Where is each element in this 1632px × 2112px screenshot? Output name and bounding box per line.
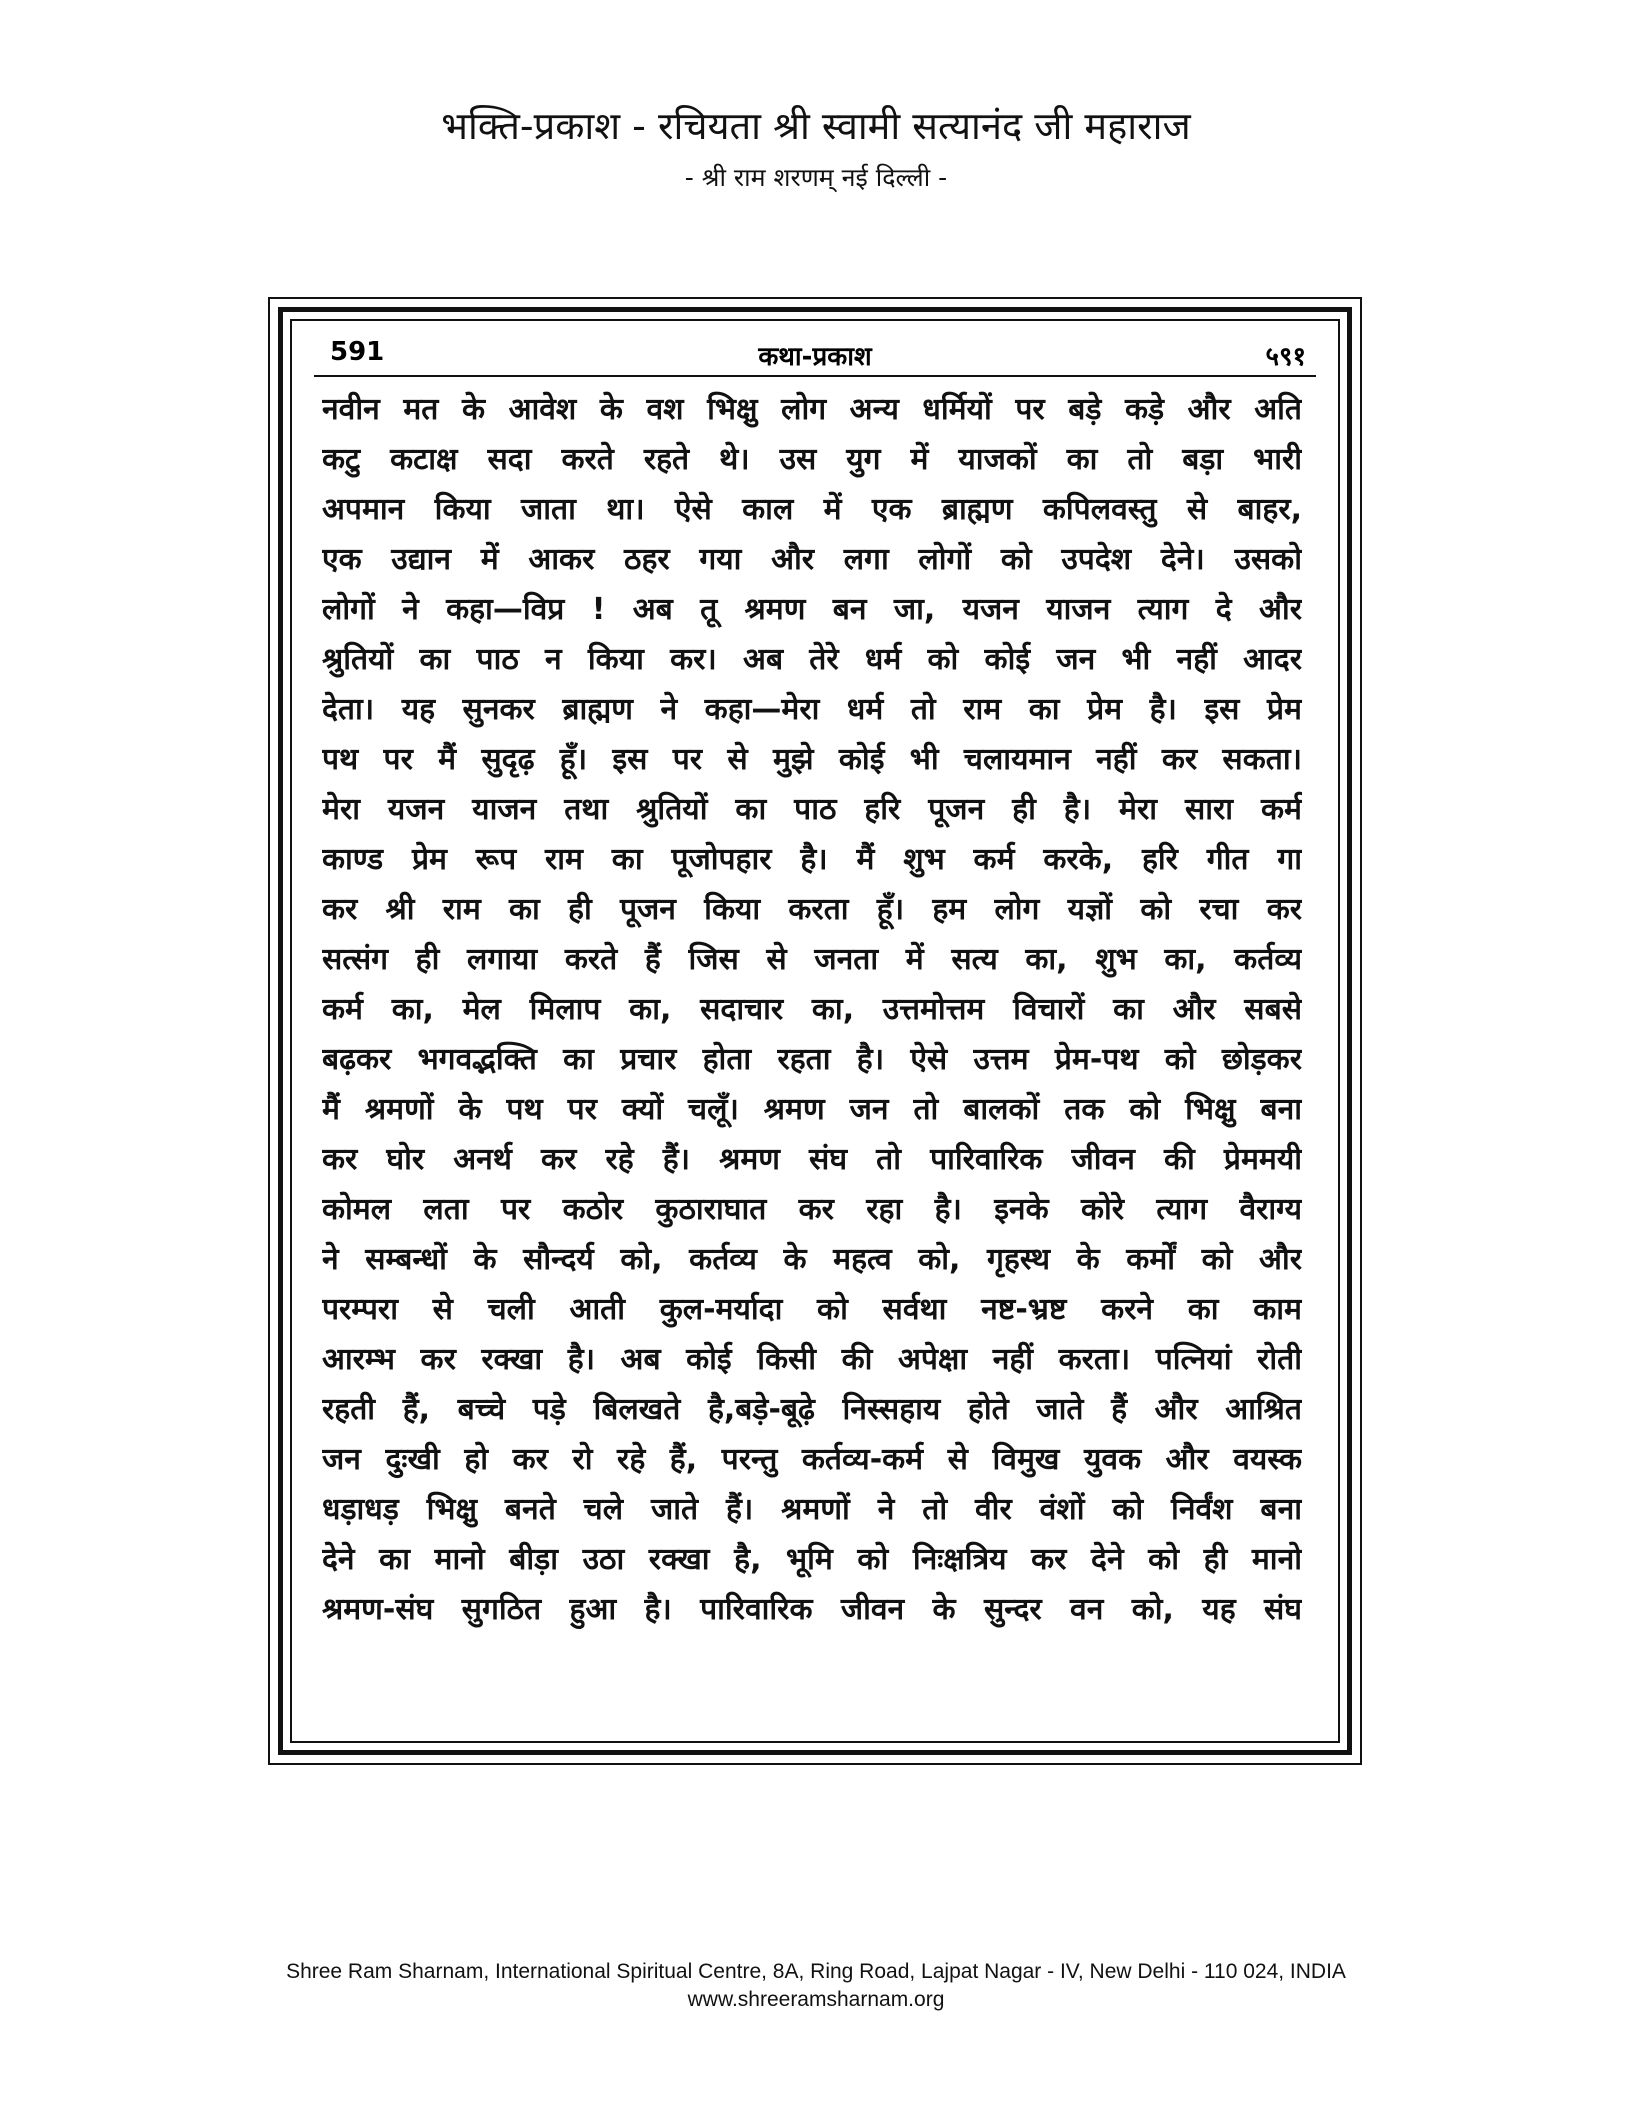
text-line: परम्परा से चली आती कुल-मर्यादा को सर्वथा नष्ट-भ्रष्ट करने का काम	[322, 1292, 1302, 1327]
text-line: आरम्भ कर रक्खा है। अब कोई किसी की अपेक्षा नहीं करता। पत्नियां रोती	[322, 1342, 1302, 1377]
page-frame-inner-border	[290, 319, 1340, 1743]
text-line: काण्ड प्रेम रूप राम का पूजोपहार है। मैं शुभ कर्म करके, हरि गीत गा	[322, 842, 1302, 877]
book-title: भक्ति-प्रकाश - रचियता श्री स्वामी सत्यानंद जी महाराज	[441, 104, 1191, 148]
text-line: पथ पर मैं सुदृढ़ हूँ। इस पर से मुझे कोई भी चलायमान नहीं कर सकता।	[322, 742, 1302, 777]
text-line: ने सम्बन्धों के सौन्दर्य को, कर्तव्य के महत्व को, गृहस्थ के कर्मों को और	[322, 1242, 1302, 1277]
page-frame	[268, 297, 1362, 1765]
footer-address: Shree Ram Sharnam, International Spiritual Centre, 8A, Ring Road, Lajpat Nagar - IV, New Delhi - 110 024, INDIA	[286, 1960, 1346, 1983]
running-head	[314, 331, 1316, 377]
text-line: कर्म का, मेल मिलाप का, सदाचार का, उत्तमोत्तम विचारों का और सबसे	[322, 992, 1302, 1027]
page-number-arabic: 591	[330, 337, 385, 367]
text-line: कोमल लता पर कठोर कुठाराघात कर रहा है। इनके कोरे त्याग वैराग्य	[322, 1192, 1302, 1227]
book-subtitle: - श्री राम शरणम् नई दिल्ली -	[684, 163, 948, 192]
text-line: सत्संग ही लगाया करते हैं जिस से जनता में सत्य का, शुभ का, कर्तव्य	[322, 942, 1302, 977]
text-line: धड़ाधड़ भिक्षु बनते चले जाते हैं। श्रमणों ने तो वीर वंशों को निर्वंश बना	[322, 1492, 1302, 1527]
text-line: श्रुतियों का पाठ न किया कर। अब तेरे धर्म को कोई जन भी नहीं आदर	[322, 642, 1302, 677]
text-line: जन दुःखी हो कर रो रहे हैं, परन्तु कर्तव्य-कर्म से विमुख युवक और वयस्क	[322, 1442, 1302, 1477]
page-header	[0, 100, 1632, 198]
page-footer	[0, 1958, 1632, 2014]
text-line: बढ़कर भगवद्भक्ति का प्रचार होता रहता है। ऐसे उत्तम प्रेम-पथ को छोड़कर	[322, 1042, 1302, 1077]
text-line: नवीन मत के आवेश के वश भिक्षु लोग अन्य धर्मियों पर बड़े कड़े और अति	[322, 392, 1302, 427]
footer-website: www.shreeramsharnam.org	[687, 1988, 945, 2011]
page-frame-border	[278, 307, 1352, 1755]
text-line: देता। यह सुनकर ब्राह्मण ने कहा—मेरा धर्म तो राम का प्रेम है। इस प्रेम	[322, 692, 1302, 727]
text-line: श्रमण-संघ सुगठित हुआ है। पारिवारिक जीवन के सुन्दर वन को, यह संघ	[322, 1592, 1302, 1627]
text-line: कर घोर अनर्थ कर रहे हैं। श्रमण संघ तो पारिवारिक जीवन की प्रेममयी	[322, 1142, 1302, 1177]
text-line: लोगों ने कहा—विप्र ! अब तू श्रमण बन जा, यजन याजन त्याग दे और	[322, 592, 1302, 627]
text-line: मैं श्रमणों के पथ पर क्यों चलूँ। श्रमण जन तो बालकों तक को भिक्षु बना	[322, 1092, 1302, 1127]
text-line: कटु कटाक्ष सदा करते रहते थे। उस युग में याजकों का तो बड़ा भारी	[322, 442, 1302, 477]
text-line: मेरा यजन याजन तथा श्रुतियों का पाठ हरि पूजन ही है। मेरा सारा कर्म	[322, 792, 1302, 827]
text-line: कर श्री राम का ही पूजन किया करता हूँ। हम लोग यज्ञों को रचा कर	[322, 892, 1302, 927]
page-number-devanagari: ५९१	[1265, 342, 1306, 372]
section-title: कथा-प्रकाश	[758, 342, 872, 372]
text-line: रहती हैं, बच्चे पड़े बिलखते है,बड़े-बूढ़े निस्सहाय होते जाते हैं और आश्रित	[322, 1392, 1302, 1427]
text-line: एक उद्यान में आकर ठहर गया और लगा लोगों को उपदेश देने। उसको	[322, 542, 1302, 577]
body-text	[322, 385, 1302, 1635]
text-line: देने का मानो बीड़ा उठा रक्खा है, भूमि को निःक्षत्रिय कर देने को ही मानो	[322, 1542, 1302, 1577]
text-line: अपमान किया जाता था। ऐसे काल में एक ब्राह्मण कपिलवस्तु से बाहर,	[322, 492, 1302, 527]
